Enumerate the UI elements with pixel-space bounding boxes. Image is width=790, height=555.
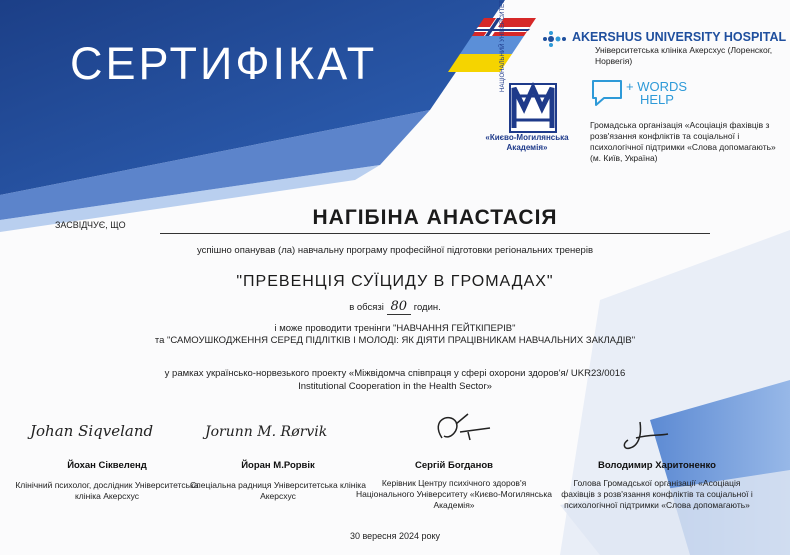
signer-role-1: Клінічний психолог, дослідник Університетська клініка Акерсхус [15, 480, 199, 501]
signature-handwriting-2: Jorunn M. Rørvik [205, 424, 328, 440]
ahus-name: AKERSHUS UNIVERSITY HOSPITAL [572, 30, 787, 44]
project-line-1: у рамках українсько-норвезького проекту «Міжвідомча співпраця у сфері охорони здоров'я/ UKR23/0016 [164, 368, 626, 379]
words-help-logo [626, 80, 687, 106]
ahus-subtitle: Університетська клініка Акерсхус (Лоренског, Норвегія) [595, 45, 773, 66]
kma-name: «Києво-Могилянська Академія» [485, 133, 569, 152]
hours-prefix: в обсязі [349, 302, 384, 313]
signer-name-1: Йохан Сіквеленд [67, 460, 147, 471]
trainings-line-2: та "САМОУШКОДЖЕННЯ СЕРЕД ПІДЛІТКІВ І МОЛОДІ: ЯК ДІЯТИ ПРАЦІВНИКАМ НАВЧАЛЬНИХ ЗАКЛАДІВ" [154, 335, 636, 346]
signature-mark-3 [410, 410, 570, 450]
recipient-underline [160, 233, 710, 234]
hours-suffix: годин. [413, 302, 441, 313]
words-help-line2: HELP [640, 92, 674, 107]
recipient-name: НАГІБІНА АНАСТАСІЯ [312, 206, 558, 229]
project-line-2: Institutional Cooperation in the Health Sector» [298, 381, 492, 392]
completed-text: успішно опанував (ла) навчальну програму професійної підготовки регіональних тренерів [196, 245, 593, 256]
signer-role-3: Керівник Центру психічного здоров'я Національного Університету «Києво-Могилянська Академія» [356, 478, 552, 510]
signer-name-4: Володимир Харитоненко [598, 460, 716, 471]
words-help-description: Громадська організація «Асоціація фахівців з розв'язання конфліктів та соціальної і психологічної підтримки «Слова допомагають» (м. Київ, Україна) [590, 120, 776, 163]
hours-line [0, 299, 790, 314]
kma-side-text: НАЦІОНАЛЬНИЙ УНІВЕРСИТЕТ [500, 0, 506, 92]
speech-bubble-icon [590, 78, 624, 108]
program-title: "ПРЕВЕНЦІЯ СУЇЦИДУ В ГРОМАДАХ" [236, 273, 554, 290]
signature-mark-4 [600, 418, 760, 458]
certificate-title: СЕРТИФІКАТ [70, 38, 378, 89]
signer-role-4: Голова Громадської організації «Асоціація фахівців з розв'язання конфліктів та соціальної і психологічної підтримки «Слова допомагають» [561, 478, 753, 510]
words-help-line1: + WORDS [626, 79, 688, 94]
issue-date: 30 вересня 2024 року [349, 531, 441, 541]
hours-value: 80 [387, 299, 412, 315]
trainings-line-1: і може проводити тренінги "НАВЧАННЯ ГЕЙТКІПЕРІВ" [274, 323, 516, 334]
signer-name-3: Сергій Богданов [415, 460, 493, 471]
signer-name-2: Йоран М.Рорвік [241, 460, 315, 471]
certifies-label: ЗАСВІДЧУЄ, ЩО [55, 220, 126, 230]
ahus-dots-icon [541, 29, 569, 49]
signature-handwriting-1: Johan Siqveland [30, 422, 154, 440]
signer-role-2: Спеціальна радниця Університетська клініка Акерсхус [190, 480, 366, 501]
